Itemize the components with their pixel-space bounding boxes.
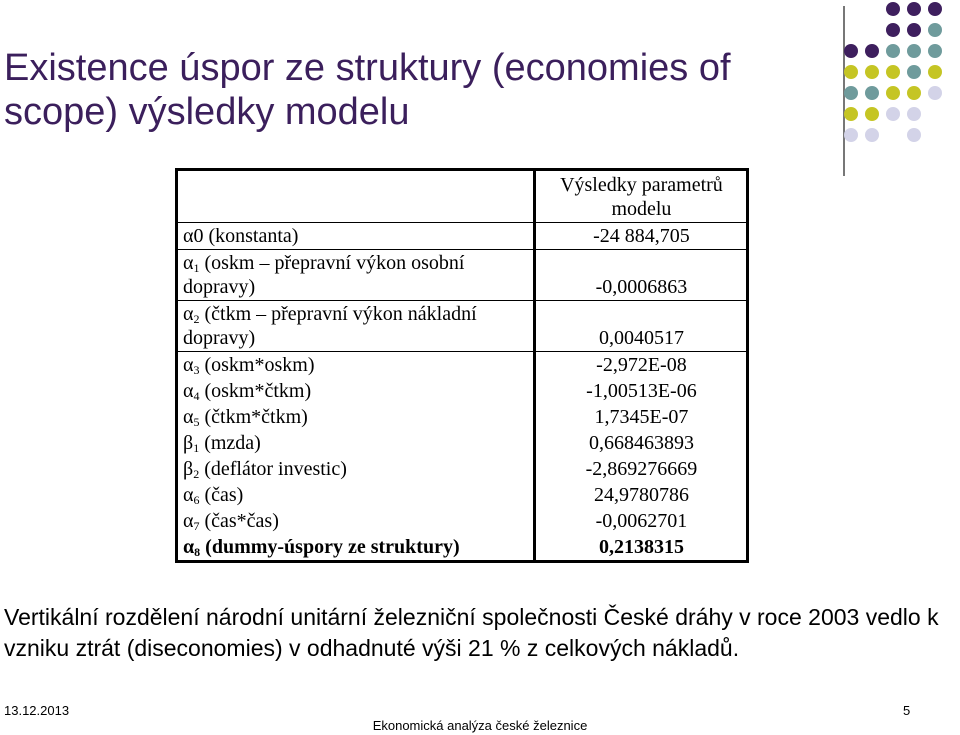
decorative-dot [907, 86, 921, 100]
decorative-dot [928, 65, 942, 79]
param-label [177, 404, 535, 430]
header-empty-cell [177, 170, 535, 223]
param-label [177, 456, 535, 482]
header-cell: Výsledky parametrů modelu [534, 170, 747, 223]
param-description: (oskm*oskm) [199, 354, 315, 376]
decorative-dot [844, 44, 858, 58]
decorative-dot [886, 23, 900, 37]
decorative-dot [907, 107, 921, 121]
param-subscript: 5 [193, 415, 200, 429]
param-description: (čtkm*čtkm) [199, 406, 308, 428]
param-label [177, 301, 535, 352]
decorative-dot [907, 23, 921, 37]
param-symbol: β [183, 432, 194, 454]
decorative-dot [907, 44, 921, 58]
param-subscript: 1 [193, 441, 200, 455]
param-value: -24 884,705 [534, 223, 747, 250]
footer-date: 13.12.2013 [4, 703, 70, 718]
table-row [177, 404, 748, 430]
param-description: (čtkm – přepravní výkon nákladní dopravy) [183, 303, 477, 349]
table-row [177, 430, 748, 456]
decorative-dot [907, 128, 921, 142]
param-description: (oskm – přepravní výkon osobní dopravy) [183, 252, 465, 298]
decorative-dot [886, 44, 900, 58]
table-row [177, 223, 748, 250]
param-description: (mzda) [199, 432, 261, 454]
decorative-dot [928, 23, 942, 37]
decorative-dot [865, 44, 879, 58]
param-value: 0,0040517 [534, 301, 747, 352]
footer-title: Ekonomická analýza české železnice [372, 718, 588, 733]
param-value: -1,00513E-06 [534, 378, 747, 404]
param-symbol: α [183, 380, 194, 402]
param-symbol: α [183, 510, 194, 532]
decorative-dot [865, 107, 879, 121]
decorative-dot [928, 44, 942, 58]
param-description: (konstanta) [203, 225, 299, 247]
param-description: (dummy-úspory ze struktury) [200, 536, 460, 558]
param-description: (deflátor investic) [199, 458, 347, 480]
page-number: 5 [903, 703, 911, 718]
decorative-dot [928, 86, 942, 100]
param-label [177, 430, 535, 456]
param-subscript: 2 [193, 312, 200, 326]
param-symbol: α0 [183, 225, 204, 247]
param-subscript: 4 [193, 389, 200, 403]
param-value: -0,0006863 [534, 250, 747, 301]
param-description: (čas) [199, 484, 244, 506]
decorative-dot [928, 2, 942, 16]
decorative-dot [844, 86, 858, 100]
table-row [177, 352, 748, 379]
param-symbol: α [183, 303, 194, 325]
param-subscript: 2 [193, 467, 200, 481]
param-value: -2,972E-08 [534, 352, 747, 379]
decorative-dot [865, 128, 879, 142]
table-row [177, 378, 748, 404]
param-symbol: α [183, 354, 194, 376]
param-value: -2,869276669 [534, 456, 747, 482]
table-row [177, 250, 748, 301]
param-label [177, 378, 535, 404]
param-value: 1,7345E-07 [534, 404, 747, 430]
results-table [175, 168, 749, 563]
table-header-row [177, 170, 748, 223]
decorative-dot [886, 65, 900, 79]
decorative-dot [865, 65, 879, 79]
param-subscript: 1 [193, 261, 200, 275]
table-row [177, 482, 748, 508]
param-description: (oskm*čtkm) [199, 380, 312, 402]
table-row [177, 456, 748, 482]
table-row [177, 534, 748, 562]
param-symbol: α [183, 252, 194, 274]
param-description: (čas*čas) [199, 510, 279, 532]
param-label [177, 534, 535, 562]
param-label [177, 482, 535, 508]
param-subscript: 6 [193, 493, 200, 507]
param-label [177, 223, 535, 250]
param-subscript: 8 [194, 545, 201, 559]
param-label [177, 250, 535, 301]
decorative-dot [886, 107, 900, 121]
param-subscript: 3 [193, 363, 200, 377]
decorative-dot [886, 86, 900, 100]
conclusion-paragraph: Vertikální rozdělení národní unitární železniční společnosti České dráhy v roce 2003 vedlo k vzniku ztrát (diseconomies) v odhadnuté výši 21 % z celkových nákladů. [4, 604, 939, 661]
param-value: 0,668463893 [534, 430, 747, 456]
decorative-dot [907, 65, 921, 79]
param-label [177, 352, 535, 379]
decorative-dot [907, 2, 921, 16]
param-symbol: α [183, 536, 195, 558]
decorative-dot [844, 65, 858, 79]
decorative-dot [844, 107, 858, 121]
param-symbol: β [183, 458, 194, 480]
param-symbol: α [183, 484, 194, 506]
table-row [177, 508, 748, 534]
param-value: 0,2138315 [534, 534, 747, 562]
decorative-dot [886, 2, 900, 16]
param-value: 24,9780786 [534, 482, 747, 508]
param-symbol: α [183, 406, 194, 428]
param-label [177, 508, 535, 534]
decorative-dot [844, 128, 858, 142]
param-value: -0,0062701 [534, 508, 747, 534]
slide-title: Existence úspor ze struktury (economies of scope) výsledky modelu [4, 47, 731, 133]
table-row [177, 301, 748, 352]
decorative-dot [865, 86, 879, 100]
param-subscript: 7 [193, 519, 200, 533]
